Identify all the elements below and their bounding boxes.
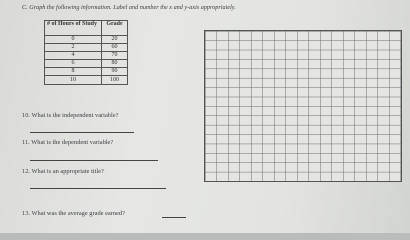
table-cell: 6 — [45, 60, 102, 68]
table-row — [45, 52, 128, 60]
table-row — [45, 68, 128, 76]
table-row — [45, 60, 128, 68]
question-11: 11. What is the dependent variable? — [22, 139, 114, 146]
table-row — [45, 44, 128, 52]
table-cell: 90 — [102, 68, 128, 76]
table-cell: 70 — [102, 52, 128, 60]
answer-line-12[interactable] — [30, 188, 166, 189]
table-cell: 60 — [102, 44, 128, 52]
table-cell: 20 — [102, 36, 128, 44]
table-row — [45, 36, 128, 44]
answer-line-13[interactable] — [162, 217, 186, 218]
table-cell: 0 — [45, 36, 102, 44]
table-cell: 8 — [45, 68, 102, 76]
graph-paper-grid[interactable] — [204, 30, 402, 182]
table-cell: 4 — [45, 52, 102, 60]
answer-line-11[interactable] — [30, 160, 158, 161]
table-cell: 80 — [102, 60, 128, 68]
table-cell: 2 — [45, 44, 102, 52]
question-13: 13. What was the average grade earned? — [22, 210, 125, 217]
question-12: 12. What is an appropriate title? — [22, 168, 104, 175]
answer-line-10[interactable] — [30, 132, 134, 133]
table-cell: 10 — [45, 76, 102, 84]
hours-grade-table — [44, 20, 128, 85]
table-row — [45, 76, 128, 84]
question-10: 10. What is the independent variable? — [22, 112, 119, 119]
table-header-hours: # of Hours of Study — [45, 21, 102, 36]
table-cell: 100 — [102, 76, 128, 84]
instructions-text: C. Graph the following information. Label and number the x and y-axis appropriately. — [22, 4, 236, 11]
table-header-grade: Grade — [102, 21, 128, 36]
